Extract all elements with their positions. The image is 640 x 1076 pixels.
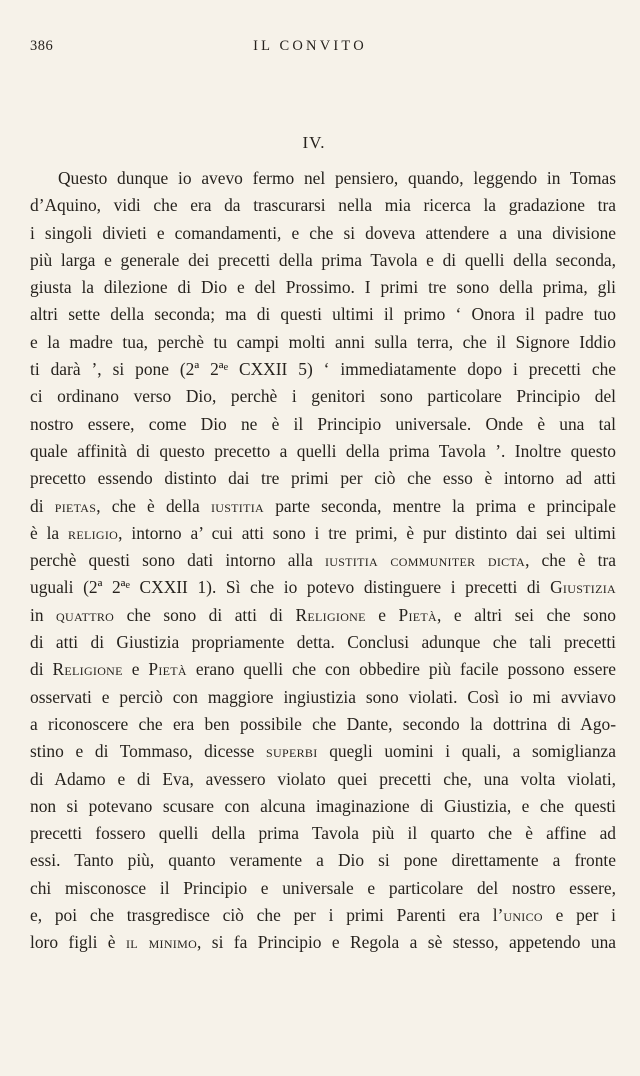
text-line: è la religio, intorno a’ cui atti sono i tre primi, è pur distinto dai sei ultimi — [30, 522, 616, 543]
text-line: perchè questi sono dati intorno alla iustitia communiter dicta, che è tra — [30, 550, 616, 571]
small-caps-term: il minimo — [125, 932, 198, 953]
text-line: stino e di Tommaso, dicesse superbi quegli uomini i quali, a somiglianza — [30, 741, 616, 762]
small-caps-term: iustitia communiter dicta — [324, 550, 526, 571]
running-head — [0, 38, 640, 58]
small-caps-term: iustitia — [210, 495, 264, 516]
text-line: uguali (2ª 2ªᵉ CXXII 1). Sì che io potevo distinguere i precetti di Giustizia — [30, 577, 616, 598]
small-caps-term: Giustizia — [550, 577, 616, 598]
text-line: i singoli divieti e comandamenti, e che si doveva attendere a una divisione — [30, 222, 616, 243]
text-line: loro figli è il minimo, si fa Principio e Regola a sè stesso, appetendo una — [30, 932, 616, 953]
small-caps-term: Pietà — [148, 659, 187, 680]
small-caps-term: superbi — [266, 741, 318, 762]
text-line: di Adamo e di Eva, avessero violato quei precetti che, una volta violati, — [30, 768, 616, 789]
small-caps-term: unico — [503, 905, 543, 926]
body-paragraph — [30, 165, 616, 957]
text-line: di Religione e Pietà erano quelli che con obbedire più facile possono essere — [30, 659, 616, 680]
text-line: Questo dunque io avevo fermo nel pensiero, quando, leggendo in Tomas — [58, 168, 616, 188]
text-line: di atti di Giustizia propriamente detta. Conclusi adunque che tali precetti — [30, 632, 616, 653]
text-line: ti darà ’, si pone (2ª 2ªᵉ CXXII 5) ‘ immediatamente dopo i precetti che — [30, 359, 616, 380]
text-line: più larga e generale dei precetti della prima Tavola e di quelli della seconda, — [30, 249, 616, 270]
text-line: altri sette della seconda; ma di questi ultimi il primo ‘ Onora il padre tuo — [30, 304, 616, 325]
text-line: in quattro che sono di atti di Religione e Pietà, e altri sei che sono — [30, 604, 616, 625]
chapter-heading: IV. — [302, 133, 326, 152]
small-caps-term: Pietà — [398, 604, 438, 625]
small-caps-term: religio — [68, 522, 119, 543]
running-title: IL CONVITO — [253, 38, 367, 54]
small-caps-term: Religione — [52, 659, 123, 680]
text-line: a riconoscere che era ben possibile che Dante, secondo la dottrina di Ago- — [30, 713, 616, 734]
small-caps-term: quattro — [56, 604, 115, 625]
small-caps-term: pietas — [54, 495, 97, 516]
text-line: chi misconosce il Principio e universale e particolare del nostro essere, — [30, 877, 616, 898]
text-line: precetti fossero quelli della prima Tavola più il quarto che è affine ad — [30, 823, 616, 844]
text-line: nostro essere, come Dio ne è il Principio universale. Onde è una tal — [30, 413, 616, 434]
small-caps-term: Religione — [295, 604, 366, 625]
text-line: precetto essendo distinto dai tre primi per ciò che esso è intorno ad atti — [30, 468, 616, 489]
page-number: 386 — [30, 38, 54, 54]
text-line: e la madre tua, perchè tu campi molti anni sulla terra, che il Signore Iddio — [30, 331, 616, 352]
text-line: di pietas, che è della iustitia parte seconda, mentre la prima e principale — [30, 495, 616, 516]
text-line: essi. Tanto più, quanto veramente a Dio si pone direttamente a fronte — [30, 850, 616, 871]
text-line: giusta la dilezione di Dio e del Prossimo. I primi tre sono della prima, gli — [30, 277, 616, 298]
text-line: non si potevano scusare con alcuna imaginazione di Giustizia, e che questi — [30, 795, 616, 816]
text-line: osservati e perciò con maggiore ingiustizia sono violati. Così io mi avviavo — [30, 686, 616, 707]
text-line: d’Aquino, vidi che era da trascurarsi nella mia ricerca la gradazione tra — [30, 195, 616, 216]
text-line: quale affinità di questo precetto a quelli della prima Tavola ’. Inoltre questo — [30, 440, 616, 461]
text-line: ci ordinano verso Dio, perchè i genitori sono particolare Principio del — [30, 386, 616, 407]
text-line: e, poi che trasgredisce ciò che per i primi Parenti era l’unico e per i — [30, 905, 616, 926]
